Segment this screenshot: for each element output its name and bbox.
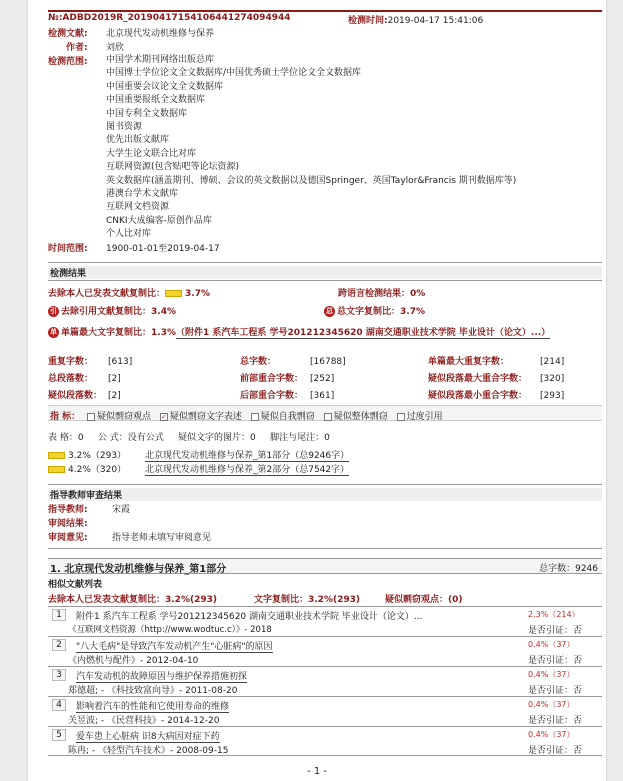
item-title[interactable]: 爱车患上心脏病 识8大病因对症下药 <box>76 729 220 743</box>
part-row: 4.2%（320） <box>48 462 126 475</box>
scope-item: 大学生论文联合比对库 <box>106 148 197 159</box>
checkbox-icon <box>324 413 332 421</box>
divider <box>48 548 602 549</box>
list-label: 相似文献列表 <box>48 580 103 590</box>
check-time: 检测时间:2019-04-17 15:41:06 <box>348 16 484 26</box>
list-item: 5 爱车患上心脏病 识8大病因对症下药 0.4%（37） 陈冉; - 《轻型汽车技术》- 2008-09-15 是否引证：否 <box>48 726 602 756</box>
item-title[interactable]: 汽车发动机的故障原因与维护保养措施初探 <box>76 669 247 683</box>
indicator-self[interactable]: 疑似自我剽窃 <box>251 412 315 422</box>
scope-list <box>106 54 516 242</box>
indicator-plagiarism-view[interactable]: 疑似剽窃观点 <box>87 412 151 422</box>
doc-author: 刘欣 <box>106 43 125 53</box>
title-label: 检测文献: <box>48 29 88 39</box>
list-item: 2 "八大毛病"是导致汽车发动机产生"心脏病"的原因 0.4%（37） 《内燃机与配件》- 2012-04-10 是否引证：否 <box>48 636 602 666</box>
r5-row: 单 单篇最大文字复制比：1.3%（附件1 系汽车工程系 学号201212345620 湖南交通职业技术学院 毕业设计（论文）...） <box>50 328 551 338</box>
list-item: 4 影响着汽车的性能和它使用寿命的维修 0.4%（37） 关昱波; - 《民营科技》- 2014-12-20 是否引证：否 <box>48 696 602 726</box>
teacher-label: 指导教师: <box>48 505 88 515</box>
part1-total: 总字数：9246 <box>539 564 598 574</box>
checkbox-icon <box>87 413 95 421</box>
scope-item: 互联网文档资源 <box>106 202 170 213</box>
similar-list <box>48 606 602 756</box>
indicator-whole[interactable]: 疑似整体剽窃 <box>324 412 388 422</box>
checkbox-icon <box>397 413 405 421</box>
max-doc-link[interactable]: （附件1 系汽车工程系 学号201212345620 湖南交通职业技术学院 毕业设计（论文）...） <box>175 328 551 338</box>
single-icon: 单 <box>50 328 57 336</box>
checked-icon: ✓ <box>160 412 167 421</box>
item-title[interactable]: "八大毛病"是导致汽车发动机产生"心脏病"的原因 <box>76 639 273 653</box>
scope-item: CNKI大成编客-原创作品库 <box>106 215 212 226</box>
scope-item: 中国重要会议论文全文数据库 <box>106 81 224 92</box>
divider <box>48 280 602 281</box>
total-icon: 总 <box>326 307 333 315</box>
review-opinion: 指导老师未填写审阅意见 <box>112 533 212 543</box>
scope-item: 中国博士学位论文全文数据库/中国优秀硕士学位论文全文数据库 <box>106 68 362 79</box>
indicator-overcite[interactable]: 过度引用 <box>397 412 443 422</box>
opinion-label: 审阅意见: <box>48 533 88 543</box>
report-id: №:ADBD2019R_20190417154106441274094944 <box>48 13 291 23</box>
item-title[interactable]: 影响着汽车的性能和它使用寿命的维修 <box>76 699 229 713</box>
review-result-label: 审阅结果: <box>48 519 88 529</box>
range-label: 时间范围: <box>48 244 88 254</box>
author-label: 作者: <box>66 43 88 53</box>
page-number: - 1 - <box>307 766 327 777</box>
item-title[interactable]: 附件1 系汽车工程系 学号201212345620 湖南交通职业技术学院 毕业设计（论文）... <box>76 612 423 622</box>
scope-item: 图书资源 <box>106 122 143 133</box>
divider <box>48 484 602 485</box>
part1-stat2: 文字复制比：3.2%(293) <box>254 595 360 605</box>
scope-item: 个人比对库 <box>106 229 152 240</box>
top-rule <box>48 10 602 12</box>
r1-row: 去除本人已发表文献复制比： 3.7% <box>48 289 210 299</box>
indicator-row: 指 标： 疑似剽窃观点 ✓ 疑似剽窃文字表述 疑似自我剽窃 疑似整体剽窃 过度引用 <box>48 405 602 421</box>
scope-item: 英文数据库(涵盖期刊、博硕、会议的英文数据以及德国Springer、英国Taylor&Francis 期刊数据库等) <box>106 175 517 186</box>
indicator-plagiarism-text[interactable]: ✓ 疑似剽窃文字表述 <box>160 412 242 422</box>
part1-stat1: 去除本人已发表文献复制比：3.2%(293) <box>48 595 217 605</box>
scope-item: 中国学术期刊网络出版总库 <box>106 55 215 65</box>
r2-row: 跨语言检测结果：0% <box>338 289 426 299</box>
list-item: 3 汽车发动机的故障原因与维护保养措施初探 0.4%（37） 郑德超; - 《科技致富向导》- 2011-08-20 是否引证：否 <box>48 666 602 696</box>
stats-grid: 重复字数： [613] 总字数： [16788] 单篇最大重复字数： [214] 总段落数： [2] 前部重合字数： [252] 疑似段落最大重合字数： [320] 疑似段落数： [2] 后部重合字数： [361] 疑似段落最小重合字数： [293] <box>48 357 565 401</box>
scope-item: 优先出版文献库 <box>106 135 170 146</box>
part1-title: 1. 北京现代发动机维修与保养_第1部分 <box>50 564 227 575</box>
scope-item: 中国重要报纸全文数据库 <box>106 95 206 106</box>
scope-item: 港澳台学术文献库 <box>106 189 179 200</box>
part-row: 3.2%（293） <box>48 448 126 461</box>
part1-stat3: 疑似剽窃观点：(0) <box>385 595 463 605</box>
divider <box>48 262 602 263</box>
part-link[interactable]: 北京现代发动机维修与保养_第2部分（总7542字） <box>145 462 349 476</box>
scope-label: 检测范围: <box>48 57 88 67</box>
review-section-title: 指导教师审查结果 <box>48 488 602 501</box>
scope-item: 中国专利全文数据库 <box>106 108 188 119</box>
cite-icon: 引 <box>50 307 57 315</box>
teacher-name: 宋霞 <box>112 505 131 515</box>
time-range: 1900-01-01至2019-04-17 <box>106 244 220 254</box>
r4-row: 总 总文字复制比：3.7% <box>326 307 425 317</box>
doc-title: 北京现代发动机维修与保养 <box>106 29 215 39</box>
part-link[interactable]: 北京现代发动机维修与保养_第1部分（总9246字） <box>145 448 349 462</box>
report-page <box>28 0 606 781</box>
result-section-title: 检测结果 <box>48 266 602 279</box>
checkbox-icon <box>251 413 259 421</box>
scope-item: 互联网资源(包含贴吧等论坛资源) <box>106 162 240 173</box>
ratio-bar <box>165 290 182 297</box>
list-item: 1 附件1 系汽车工程系 学号201212345620 湖南交通职业技术学院 毕业设计（论文）... 2.3%（214） 《互联网文档资源（http://www.wodtuc.c）》- 2018 是否引证：否 <box>48 606 602 636</box>
part1-header <box>48 558 602 574</box>
r3-row: 引 去除引用文献复制比：3.4% <box>50 307 176 317</box>
misc-stats: 表 格：0 公 式：没有公式 疑似文字的图片：0 脚注与尾注：0 <box>48 433 330 443</box>
